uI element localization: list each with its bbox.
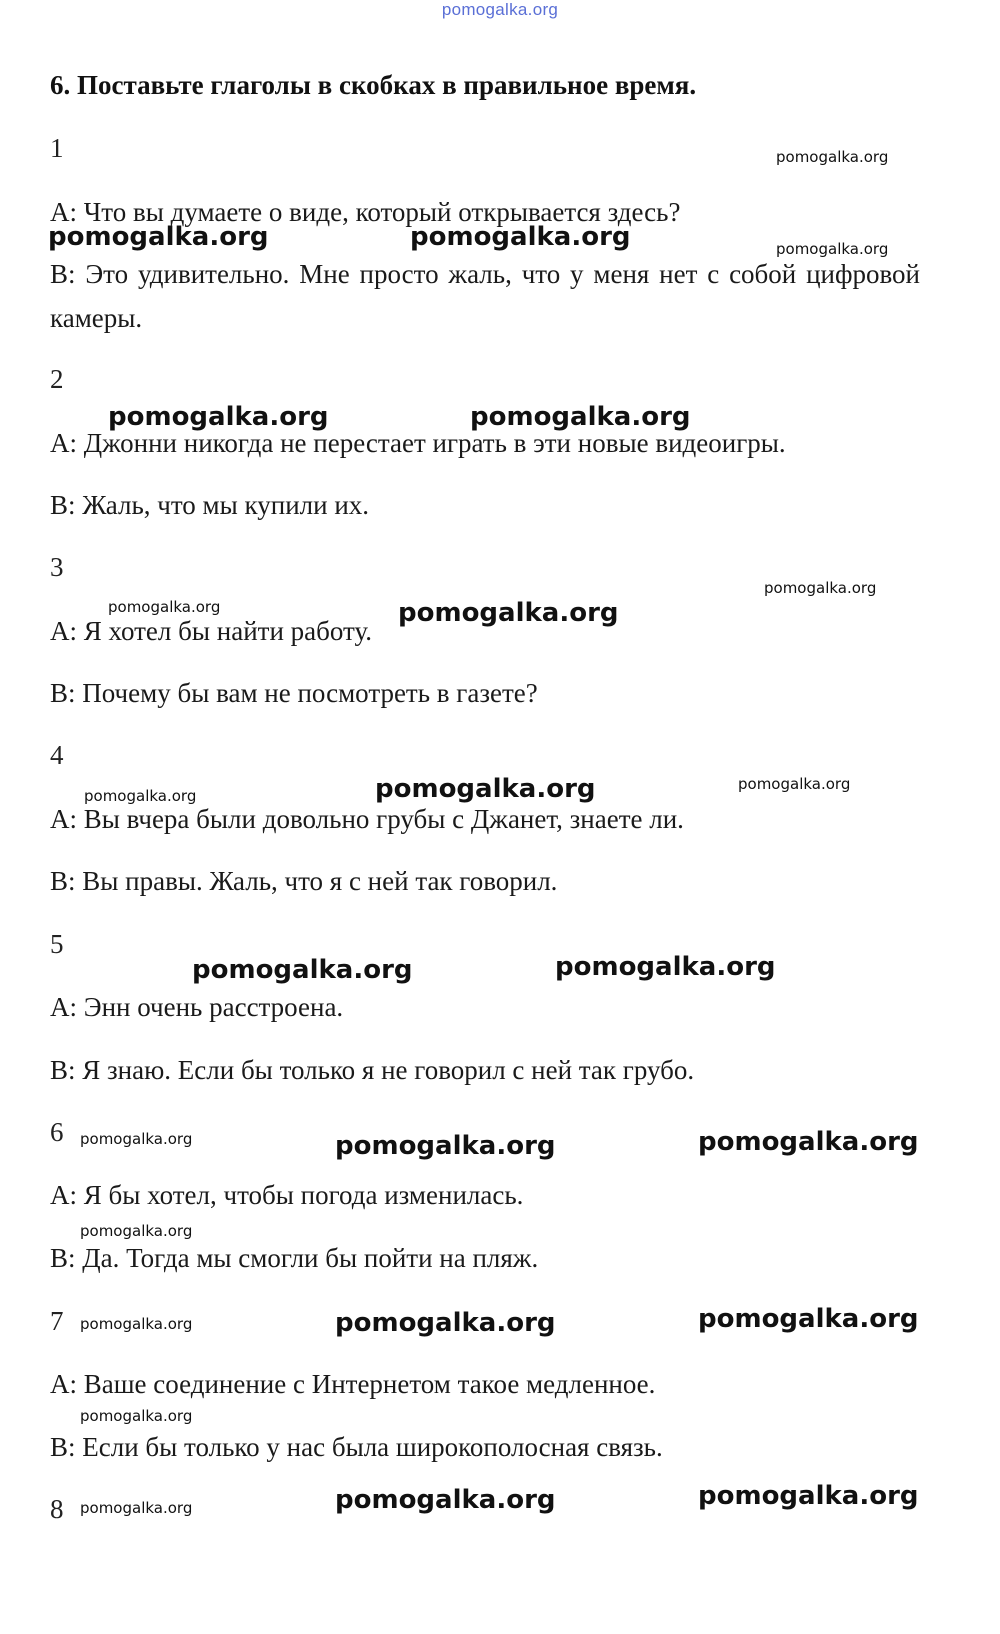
watermark: pomogalka.org: [698, 1304, 919, 1334]
watermark: pomogalka.org: [48, 222, 269, 252]
watermark: pomogalka.org: [335, 1485, 556, 1515]
dialogue-number: 5: [50, 929, 64, 959]
dialogue-line-a: А: Энн очень расстроена.: [50, 992, 344, 1022]
dialogue-line-a: А: Вы вчера были довольно грубы с Джанет, знаете ли.: [50, 804, 684, 834]
dialogue-number: 3: [50, 552, 64, 582]
dialogue-line-b: В: Жаль, что мы купили их.: [50, 490, 370, 520]
dialogue-line-b: В: Да. Тогда мы смогли бы пойти на пляж.: [50, 1243, 539, 1273]
dialogue-line-a: А: Я бы хотел, чтобы погода изменилась.: [50, 1180, 524, 1210]
watermark: pomogalka.org: [764, 579, 877, 597]
watermark: pomogalka.org: [80, 1130, 193, 1148]
watermark: pomogalka.org: [398, 598, 619, 628]
dialogue-number: 8: [50, 1494, 64, 1524]
dialogue-number: 4: [50, 740, 64, 770]
watermark: pomogalka.org: [192, 955, 413, 985]
dialogue-line-a: А: Ваше соединение с Интернетом такое медленное.: [50, 1369, 656, 1399]
watermark: pomogalka.org: [698, 1127, 919, 1157]
dialogue-line-b: В: Вы правы. Жаль, что я с ней так говорил.: [50, 866, 558, 896]
dialogue-line-b: В: Я знаю. Если бы только я не говорил с ней так грубо.: [50, 1055, 695, 1085]
dialogue-number: 7: [50, 1306, 64, 1336]
watermark: pomogalka.org: [698, 1481, 919, 1511]
dialogue-line-b: В: Почему бы вам не посмотреть в газете?: [50, 678, 538, 708]
watermark: pomogalka.org: [375, 774, 596, 804]
dialogue-number: 6: [50, 1117, 64, 1147]
watermark: pomogalka.org: [108, 598, 221, 616]
site-logo: pomogalka.org: [441, 0, 559, 19]
watermark: pomogalka.org: [738, 775, 851, 793]
dialogue-number: 2: [50, 364, 64, 394]
watermark: pomogalka.org: [80, 1315, 193, 1333]
watermark: pomogalka.org: [555, 952, 776, 982]
watermark: pomogalka.org: [80, 1407, 193, 1425]
dialogue-line-b: В: Это удивительно. Мне просто жаль, что у меня нет с собой цифровой камеры.: [50, 259, 920, 333]
watermark: pomogalka.org: [108, 402, 329, 432]
watermark: pomogalka.org: [80, 1222, 193, 1240]
watermark: pomogalka.org: [776, 240, 889, 258]
dialogue-line-b: В: Если бы только у нас была широкополосная связь.: [50, 1432, 663, 1462]
watermark: pomogalka.org: [410, 222, 631, 252]
watermark: pomogalka.org: [335, 1308, 556, 1338]
dialogue-line-a: А: Я хотел бы найти работу.: [50, 616, 372, 646]
watermark: pomogalka.org: [84, 787, 197, 805]
watermark: pomogalka.org: [80, 1499, 193, 1517]
watermark: pomogalka.org: [335, 1131, 556, 1161]
dialogue-line-a: А: Джонни никогда не перестает играть в эти новые видеоигры.: [50, 428, 786, 458]
exercise-title: 6. Поставьте глаголы в скобках в правильное время.: [50, 70, 697, 100]
watermark: pomogalka.org: [470, 402, 691, 432]
watermark: pomogalka.org: [776, 148, 889, 166]
dialogue-line-a: А: Что вы думаете о виде, который открывается здесь?: [50, 197, 681, 227]
dialogue-number: 1: [50, 133, 64, 163]
